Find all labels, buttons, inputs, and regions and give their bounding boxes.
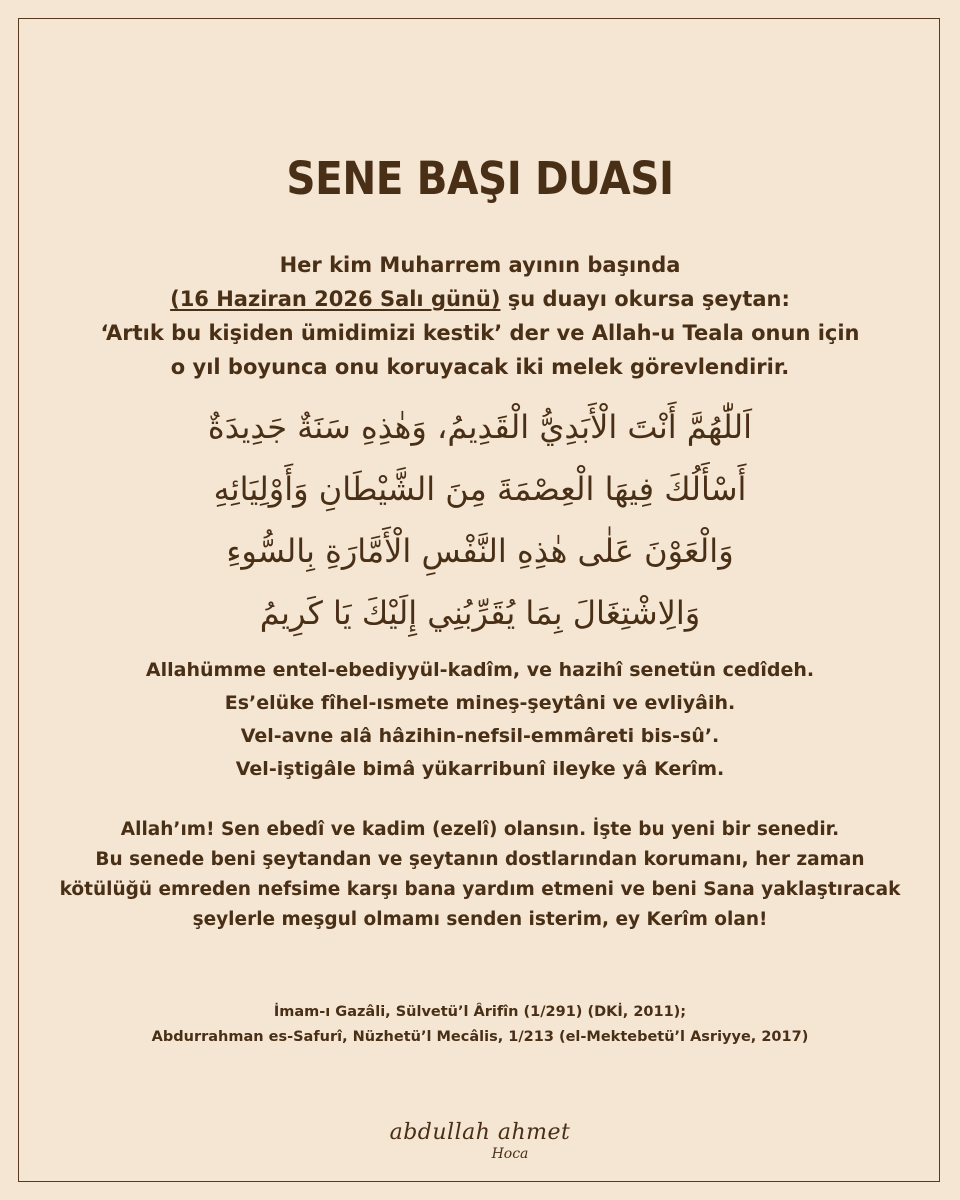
arabic-line-4: وَالِاشْتِغَالَ بِمَا يُقَرِّبُنِي إِلَيْكَ يَا كَرِيمُ (259, 594, 701, 632)
arabic-line-2: أَسْأَلُكَ فِيهَا الْعِصْمَةَ مِنَ الشَّيْطَانِ وَأَوْلِيَائِهِ (213, 470, 747, 508)
page-title: SENE BAŞI DUASI (286, 152, 674, 205)
transliteration-line-2: Es’elüke fîhel-ısmete mineş-şeytâni ve evliyâih. (224, 692, 736, 714)
logo-sub-text: Hoca (491, 1146, 529, 1162)
transliteration (0, 654, 960, 786)
arabic-line-1: اَللّٰهُمَّ أَنْتَ الْأَبَدِيُّ الْقَدِيمُ، وَهٰذِهِ سَنَةٌ جَدِيدَةٌ (207, 408, 753, 446)
intro-line-2 (0, 282, 960, 316)
author-logo (0, 1120, 960, 1162)
meaning-line-3: kötülüğü emreden nefsime karşı bana yardım etmeni ve beni Sana yaklaştıracak (59, 879, 901, 900)
arabic-prayer (0, 396, 960, 644)
intro-date-underlined: (16 Haziran 2026 Salı günü) (170, 287, 501, 311)
intro-paragraph (0, 248, 960, 384)
intro-line-3: ‘Artık bu kişiden ümidimizi kestik’ der ve Allah-u Teala onun için (100, 321, 860, 345)
meaning-line-1: Allah’ım! Sen ebedî ve kadim (ezelî) olansın. İşte bu yeni bir senedir. (120, 819, 840, 840)
source-line-2: Abdurrahman es-Safurî, Nüzhetü’l Mecâlis, 1/213 (el-Mektebetü’l Asriyye, 2017) (151, 1029, 809, 1045)
intro-line-2-rest: şu duayı okursa şeytan: (500, 287, 790, 311)
transliteration-line-4: Vel-iştigâle bimâ yükarribunî ileyke yâ Kerîm. (235, 758, 725, 780)
arabic-line-3: وَالْعَوْنَ عَلٰى هٰذِهِ النَّفْسِ الْأَمَّارَةِ بِالسُّوءِ (226, 532, 734, 570)
source-citation (0, 1000, 960, 1050)
logo-main-text: abdullah ahmet (389, 1120, 571, 1145)
intro-line-1: Her kim Muharrem ayının başında (279, 253, 681, 277)
meaning-line-2: Bu senede beni şeytandan ve şeytanın dostlarından korumanı, her zaman (95, 849, 865, 870)
transliteration-line-3: Vel-avne alâ hâzihin-nefsil-emmâreti bis-sû’. (240, 725, 720, 747)
meaning-paragraph (0, 815, 960, 935)
meaning-line-4: şeylerle meşgul olmamı senden isterim, ey Kerîm olan! (192, 909, 768, 930)
transliteration-line-1: Allahümme entel-ebediyyül-kadîm, ve hazihî senetün cedîdeh. (145, 659, 815, 681)
intro-line-4: o yıl boyunca onu koruyacak iki melek görevlendirir. (170, 355, 790, 379)
source-line-1: İmam-ı Gazâli, Sülvetü’l Ârifîn (1/291) (DKİ, 2011); (273, 1004, 687, 1020)
